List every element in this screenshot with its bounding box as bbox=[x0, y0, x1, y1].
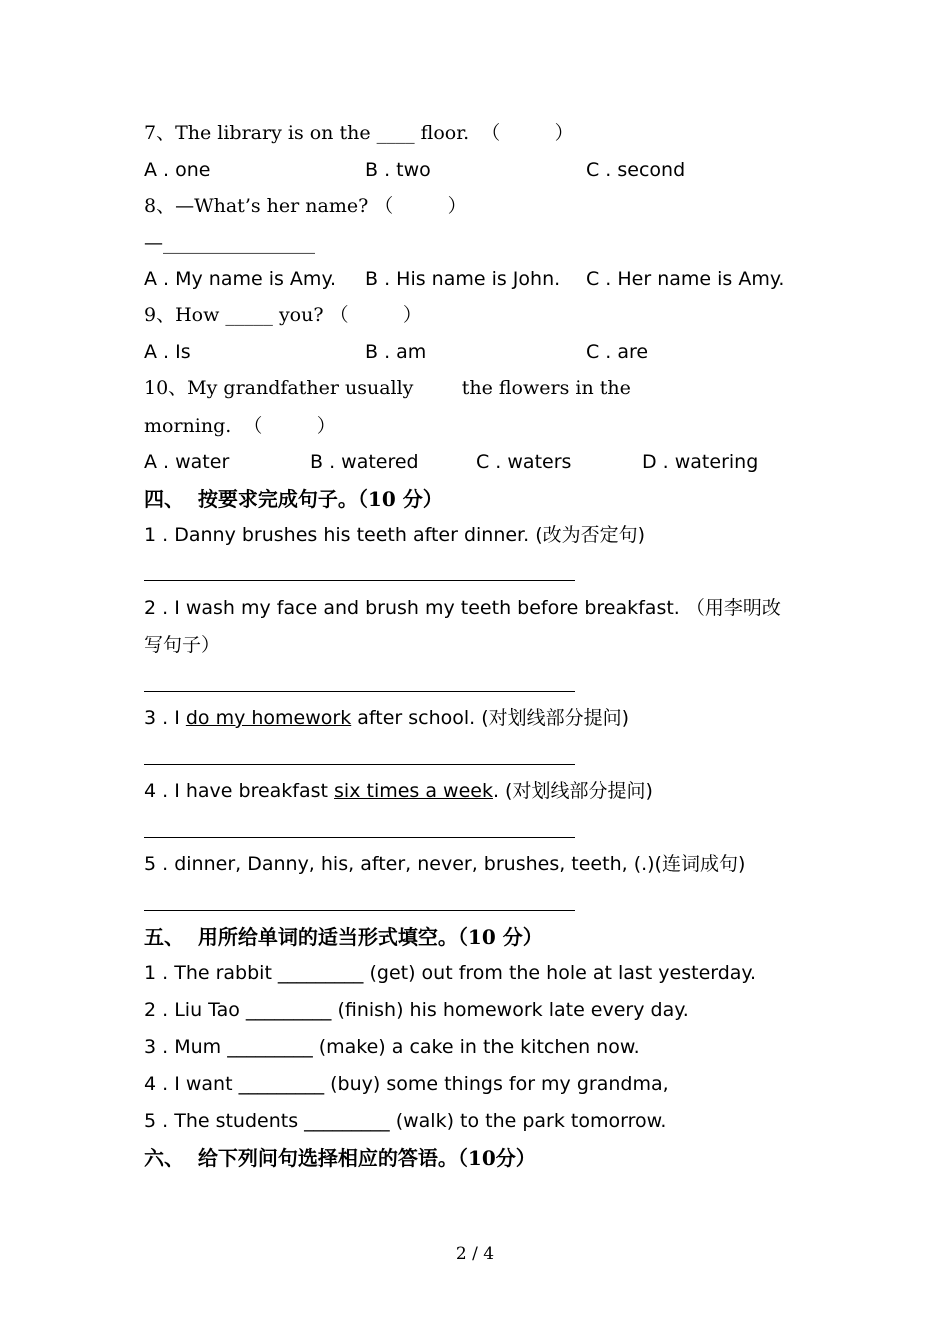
question-10-option-b: B . watered bbox=[310, 451, 419, 473]
page-number: 2 / 4 bbox=[455, 1244, 495, 1264]
underlined-phrase: six times a week bbox=[334, 780, 493, 802]
question-8-option-b: B . His name is John. bbox=[365, 268, 561, 290]
question-8-stem: 8、—What’s her name? （ ） bbox=[144, 195, 467, 217]
question-10-stem-line2: morning. （ ） bbox=[144, 415, 336, 437]
section-4-heading: 四、 按要求完成句子。（10 分） bbox=[144, 487, 443, 511]
section-4-item-5: 5 . dinner, Danny, his, after, never, brushes, teeth, (.)(连词成句) bbox=[144, 853, 746, 875]
section-4-item-1: 1 . Danny brushes his teeth after dinner. (改为否定句) bbox=[144, 524, 646, 546]
answer-line bbox=[144, 691, 575, 692]
question-7-option-b: B . two bbox=[365, 159, 431, 181]
question-10-option-c: C . waters bbox=[476, 451, 572, 473]
section-5-item-2: 2 . Liu Tao _________ (finish) his homework late every day. bbox=[144, 999, 689, 1021]
item-text: 4 . I have breakfast bbox=[144, 780, 335, 802]
answer-line bbox=[144, 837, 575, 838]
section-5-item-3: 3 . Mum _________ (make) a cake in the kitchen now. bbox=[144, 1036, 640, 1058]
section-4-item-2-line1: 2 . I wash my face and brush my teeth before breakfast. （用李明改 bbox=[144, 597, 781, 619]
question-7-option-c: C . second bbox=[586, 159, 686, 181]
section-5-item-5: 5 . The students _________ (walk) to the park tomorrow. bbox=[144, 1110, 667, 1132]
section-5-item-1: 1 . The rabbit _________ (get) out from the hole at last yesterday. bbox=[144, 962, 757, 984]
question-9-stem: 9、How _____ you? （ ） bbox=[144, 304, 422, 326]
underlined-phrase: do my homework bbox=[185, 707, 352, 729]
item-text: . (对划线部分提问) bbox=[492, 780, 653, 802]
answer-line bbox=[144, 764, 575, 765]
section-4-item-4 bbox=[144, 779, 653, 803]
section-5-heading: 五、 用所给单词的适当形式填空。（10 分） bbox=[144, 925, 543, 949]
section-5-item-4: 4 . I want _________ (buy) some things for my grandma, bbox=[144, 1073, 669, 1095]
section-4-item-3 bbox=[144, 706, 629, 730]
question-10-option-d: D . watering bbox=[642, 451, 759, 473]
question-7-option-a: A . one bbox=[144, 159, 211, 181]
question-9-option-c: C . are bbox=[586, 341, 649, 363]
question-8-option-c: C . Her name is Amy. bbox=[586, 268, 785, 290]
item-text: after school. (对划线部分提问) bbox=[351, 707, 630, 729]
question-8-answer-line: —________________ bbox=[144, 232, 315, 254]
answer-line bbox=[144, 910, 575, 911]
question-9-option-b: B . am bbox=[365, 341, 427, 363]
question-8-option-a: A . My name is Amy. bbox=[144, 268, 337, 290]
question-10-option-a: A . water bbox=[144, 451, 230, 473]
question-7-stem: 7、The library is on the ____ floor. （ ） bbox=[144, 122, 574, 144]
question-10-stem-line1: 10、My grandfather usually the flowers in the bbox=[144, 377, 631, 399]
question-9-option-a: A . Is bbox=[144, 341, 191, 363]
item-text: 3 . I bbox=[144, 707, 186, 729]
answer-line bbox=[144, 580, 575, 581]
section-6-heading: 六、 给下列问句选择相应的答语。（10分） bbox=[144, 1146, 536, 1170]
section-4-item-2-line2: 写句子） bbox=[144, 634, 221, 656]
